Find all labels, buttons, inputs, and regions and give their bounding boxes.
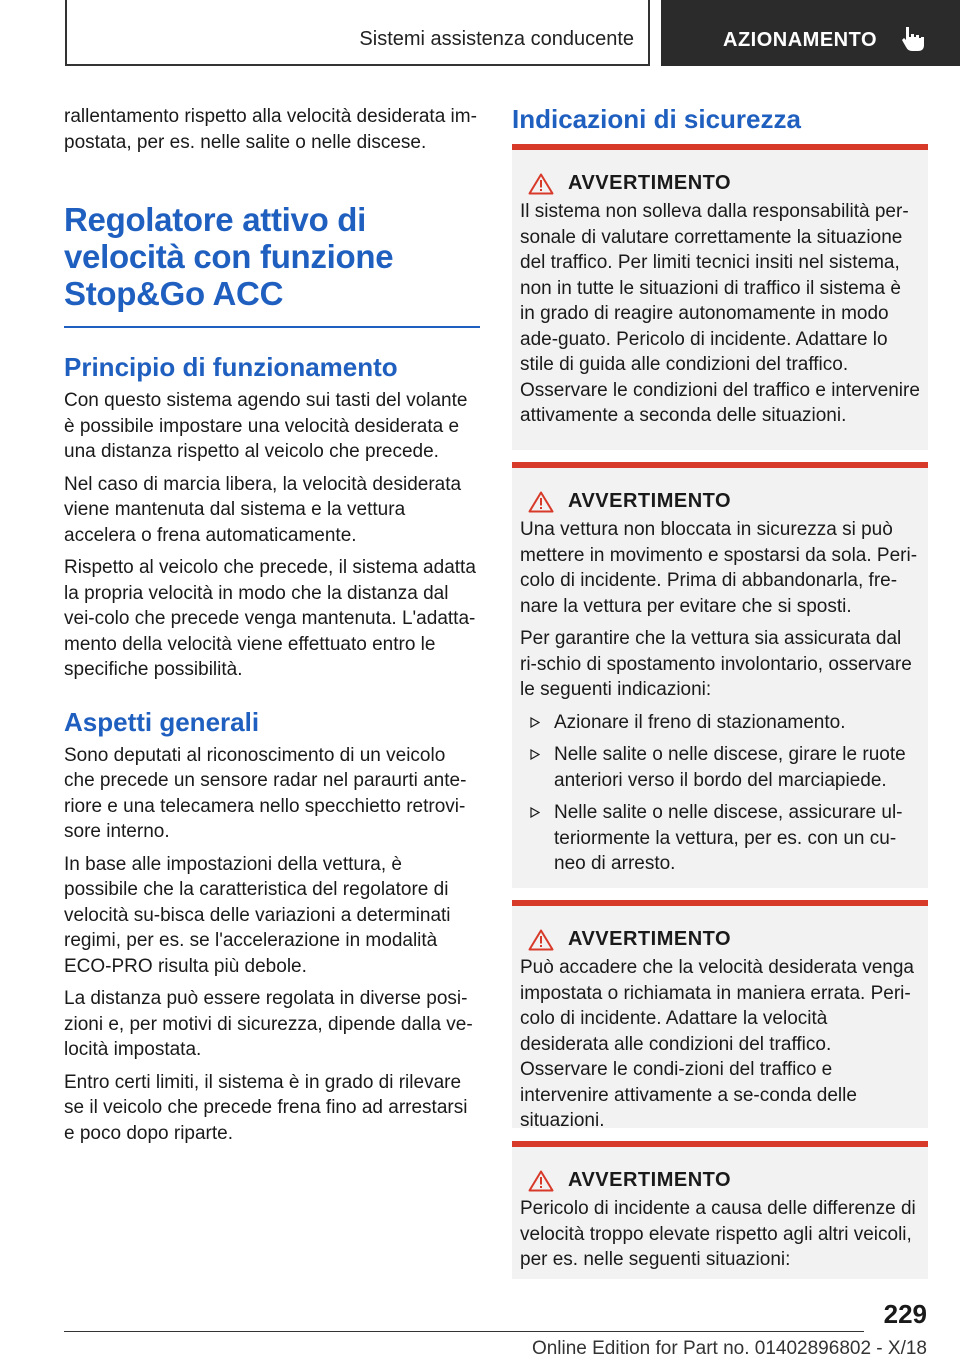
warning-triangle-icon: [528, 491, 554, 513]
warning-3-text: Può accadere che la velocità desiderata venga impostata o richiamata in maniera errata. Peri-colo di incidente. Adattare la velocità desiderata alle condizioni del traffico. Osservare le condi-zioni del traffico e intervenire attivamente a se-conda delle situazioni.: [520, 957, 914, 1131]
warning-box-1: [512, 144, 928, 450]
warning-box-4: [512, 1141, 928, 1279]
triangle-bullet-icon: [530, 807, 540, 818]
list-item: Nelle salite o nelle discese, assicurare ul-teriormente la vettura, per es. con un cu-neo di arresto.: [520, 800, 920, 877]
aspetti-paragraph-4: Entro certi limiti, il sistema è in grado di rilevare se il veicolo che precede frena fino ad arrestarsi e poco dopo riparte.: [64, 1071, 468, 1144]
main-heading-line-2: velocità con funzione: [64, 238, 394, 275]
page-number: 229: [883, 1299, 927, 1329]
warning-2-list: [520, 710, 920, 877]
warning-label: AVVERTIMENTO: [568, 172, 732, 194]
section-title: Sistemi assistenza conducente: [359, 28, 634, 50]
warning-label: AVVERTIMENTO: [568, 490, 732, 512]
aspetti-paragraph-3: La distanza può essere regolata in diverse posi-zioni e, per motivi di sicurezza, dipende dalla ve-locità impostata.: [64, 988, 473, 1060]
aspetti-paragraph-2: In base alle impostazioni della vettura, è possibile che la caratteristica del regolatore di velocità su-bisca delle variazioni a determinati regimi, per es. se l'accelerazione in modalità ECO-PRO risulta più debole.: [64, 853, 451, 977]
right-column-title-wrap: [512, 100, 928, 138]
warning-header: [520, 928, 920, 951]
warning-box-2: [512, 462, 928, 888]
warning-triangle-icon: [528, 173, 554, 195]
warning-box-3: [512, 900, 928, 1131]
chapter-title: AZIONAMENTO: [723, 29, 878, 51]
left-column: [64, 104, 480, 1153]
main-heading: [64, 201, 480, 312]
warning-header: [520, 490, 920, 513]
warning-label: AVVERTIMENTO: [568, 1169, 732, 1191]
main-heading-line-1: Regolatore attivo di: [64, 201, 367, 238]
triangle-bullet-icon: [530, 717, 540, 728]
edition-note: Online Edition for Part no. 01402896802 - X/18: [531, 1338, 927, 1359]
principio-paragraph-1: Con questo sistema agendo sui tasti del volante è possibile impostare una velocità desiderata e una distanza rispetto al veicolo che precede.: [64, 390, 468, 462]
heading-rule: [64, 326, 480, 328]
warning-triangle-icon: [528, 929, 554, 951]
intro-paragraph: rallentamento rispetto alla velocità desiderata im-postata, per es. nelle salite o nelle discese.: [64, 106, 477, 153]
list-item: Azionare il freno di stazionamento.: [520, 710, 920, 736]
safety-heading: Indicazioni di sicurezza: [512, 104, 801, 134]
warning-header: [520, 172, 920, 195]
warning-triangle-icon: [528, 1170, 554, 1192]
warning-1-text: Il sistema non solleva dalla responsabilità per-sonale di valutare correttamente la situazione del traffico. Per limiti tecnici insiti nel sistema, non in tutte le situazioni di traffico il sistema è in grado di reagire autonomamente in modo ade-guato. Pericolo di incidente. Adattare lo stile di guida alle condizioni del traffico. Osservare le condizioni del traffico e intervenire attivamente a seconda delle situazioni.: [520, 201, 920, 426]
pointing-hand-icon: [901, 25, 927, 53]
list-item: Nelle salite o nelle discese, girare le ruote anteriori verso il bordo del marciapiede.: [520, 742, 920, 793]
chapter-tab: [661, 0, 960, 66]
principio-paragraph-3: Rispetto al veicolo che precede, il sistema adatta la propria velocità in modo che la distanza dal vei-colo che precede venga mantenuta. L'adatta-mento della velocità viene effettuato entro le specifiche possibilità.: [64, 557, 476, 680]
heading-principio: Principio di funzionamento: [64, 352, 398, 382]
warning-2-text-1: Una vettura non bloccata in sicurezza si può mettere in movimento e spostarsi da sola. Peri-colo di incidente. Prima di abbandonarla, fre-nare la vettura per evitare che si sposti.: [520, 519, 918, 617]
heading-aspetti: Aspetti generali: [64, 706, 260, 737]
main-heading-line-3: Stop&Go ACC: [64, 275, 284, 312]
principio-paragraph-2: Nel caso di marcia libera, la velocità desiderata viene mantenuta dal sistema e la vettura accelera o frena automaticamente.: [64, 473, 462, 546]
footer-rule: [64, 1331, 864, 1332]
triangle-bullet-icon: [530, 749, 540, 760]
page-header: [0, 0, 960, 66]
aspetti-paragraph-1: Sono deputati al riconoscimento di un veicolo che precede un sensore radar nel paraurti ante-riore e una telecamera nello specchietto retrovi-sore interno.: [64, 744, 467, 842]
warning-4-text: Pericolo di incidente a causa delle differenze di velocità troppo elevate rispetto agli altri veicoli, per es. nelle seguenti situazioni:: [520, 1198, 916, 1270]
warning-header: [520, 1169, 920, 1192]
warning-2-text-2: Per garantire che la vettura sia assicurata dal ri-schio di spostamento involontario, osservare le seguenti indicazioni:: [520, 628, 912, 700]
warning-label: AVVERTIMENTO: [568, 928, 732, 950]
section-tab: [65, 0, 650, 66]
